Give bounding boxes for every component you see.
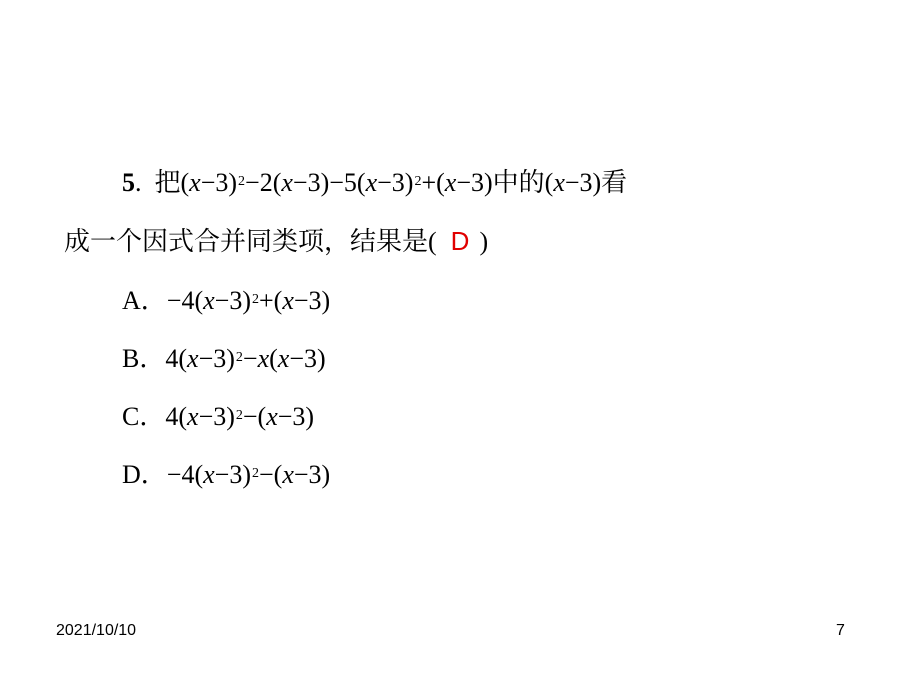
question-text: 把( [154, 168, 190, 197]
exponent: 2 [414, 174, 422, 189]
option-d: D．$-4(x-3)^2-(x-3)$ [122, 460, 331, 489]
question-text-continued: 成一个因式合并同类项，结果是( [64, 227, 437, 256]
question-line-1: 5. 把$(x-3)^2-2(x-3)-5(x-3)^2+(x-3)$中的(x−3)看 [122, 168, 628, 197]
exponent: 2 [238, 174, 246, 189]
question-line-2: 成一个因式合并同类项，结果是( D ) [64, 226, 489, 256]
option-label: C． [122, 402, 166, 431]
option-c: C．$4(x-3)^2-(x-3)$ [122, 402, 315, 431]
option-a: A．$-4(x-3)^2+(x-3)$ [122, 286, 331, 315]
question-number: 5 [122, 168, 135, 197]
exponent: 2 [251, 466, 259, 481]
option-label: D． [122, 460, 167, 489]
footer-date: 2021/10/10 [56, 622, 137, 639]
exponent: 2 [235, 350, 243, 365]
exponent: 2 [235, 408, 243, 423]
answer-mark: D [450, 226, 470, 256]
option-label: A． [122, 286, 167, 315]
exponent: 2 [251, 292, 259, 307]
option-b: B．$4(x-3)^2-x(x-3)$ [122, 344, 326, 373]
option-label: B． [122, 344, 166, 373]
page-number: 7 [836, 622, 845, 639]
